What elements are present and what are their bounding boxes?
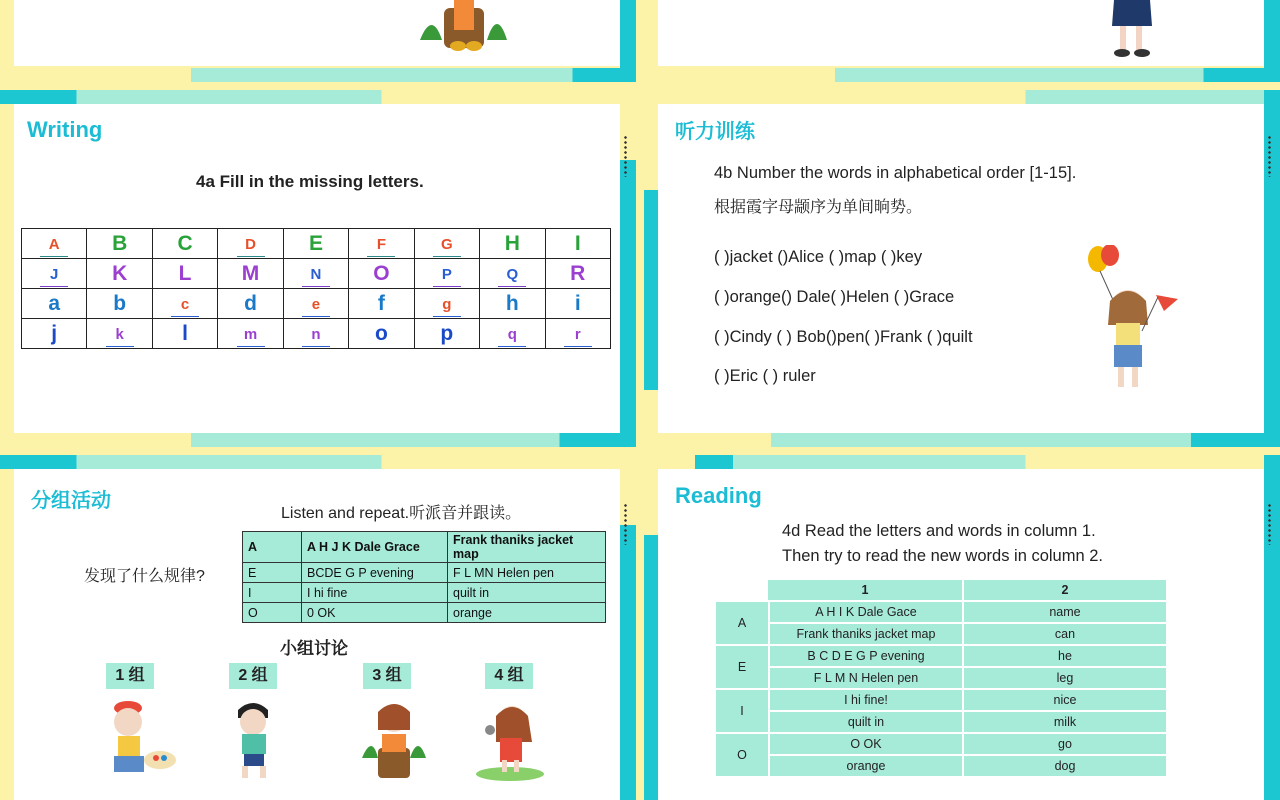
reading-table (716, 578, 1166, 778)
group-4-badge: 4 组 (485, 663, 533, 689)
instruction-2: Then try to read the new words in column 2. (782, 547, 1103, 565)
instruction-zh: 根据霞字母颛序为单间晌势。 (714, 199, 923, 216)
decor-dots (624, 135, 627, 177)
filled-letter: c (171, 296, 199, 317)
column-1-cell: I hi fine! (768, 690, 962, 710)
letter: d (244, 291, 257, 315)
column-1-cell: B C D E G P evening (768, 646, 962, 666)
table-row (716, 668, 1166, 688)
subtitle: Listen and repeat.听派音并跟读。 (281, 505, 522, 522)
page-title: Reading (675, 483, 762, 508)
column-1-cell: quilt in (768, 712, 962, 732)
letter-group-table (242, 531, 606, 623)
discussion-heading: 小组讨论 (280, 639, 348, 658)
filled-letter: e (302, 296, 330, 317)
column-1-cell: Frank thaniks jacket map (768, 624, 962, 644)
filled-letter: k (106, 326, 134, 347)
letter-cell (87, 259, 152, 289)
letter-cell (545, 259, 611, 289)
column-1-cell: O OK (768, 734, 962, 754)
letter-cell (283, 289, 348, 319)
decor-dots (624, 503, 627, 545)
letter-cell (349, 319, 414, 349)
vowel-cell: I (716, 690, 768, 732)
instruction: 4a Fill in the missing letters. (196, 172, 424, 191)
letter-cell (414, 319, 479, 349)
letter: o (374, 321, 388, 345)
letter-cell (349, 289, 414, 319)
table-row (243, 583, 606, 603)
letter-cell (87, 289, 152, 319)
column-2-cell: leg (962, 668, 1166, 688)
slide-writing (0, 90, 636, 447)
letter-cell (152, 229, 217, 259)
filled-letter: P (433, 266, 461, 287)
letter: O (373, 261, 390, 285)
letter-cell (22, 289, 87, 319)
letter-cell (545, 289, 611, 319)
table-row (716, 602, 1166, 622)
letter-cell (283, 259, 348, 289)
painter-kid-illustration (100, 700, 180, 782)
table-row (243, 603, 606, 623)
table-row (716, 756, 1166, 776)
filled-letter: A (40, 236, 68, 257)
grid-row (22, 259, 611, 289)
table-cell: A H J K Dale Grace (302, 532, 448, 563)
letter-cell (480, 229, 545, 259)
page-title: 分组活动 (31, 490, 111, 512)
instruction-1: 4d Read the letters and words in column 1. (782, 522, 1096, 540)
filled-letter: n (302, 326, 330, 347)
decor-dots (1268, 503, 1271, 545)
column-1-cell: F L M N Helen pen (768, 668, 962, 688)
table-cell: quilt in (448, 583, 606, 603)
letter-cell (480, 319, 545, 349)
letter: l (182, 321, 189, 345)
table-cell: O (243, 603, 302, 623)
letter-cell (22, 259, 87, 289)
table-cell: A (243, 532, 302, 563)
table-row (243, 563, 606, 583)
letter: a (48, 291, 61, 315)
filled-letter: N (302, 266, 330, 287)
column-2-cell: dog (962, 756, 1166, 776)
column-2-cell: nice (962, 690, 1166, 710)
letter-cell (22, 229, 87, 259)
letter-cell (283, 319, 348, 349)
word-line-3: ( )Cindy ( ) Bob()pen( )Frank ( )quilt (714, 328, 973, 346)
letter: B (112, 231, 128, 255)
filled-letter: F (367, 236, 395, 257)
running-boy-illustration (228, 700, 283, 782)
word-line-2: ( )orange() Dale( )Helen ( )Grace (714, 288, 955, 306)
filled-letter: r (564, 326, 592, 347)
table-row (716, 734, 1166, 754)
page-title: Writing (27, 117, 103, 142)
page-title: 听力训练 (675, 121, 755, 143)
column-2-cell: name (962, 602, 1166, 622)
column-2-cell: go (962, 734, 1166, 754)
group-1-badge: 1 组 (106, 663, 154, 689)
slide-top-left (0, 0, 636, 82)
letter: E (308, 231, 323, 255)
header-blank (716, 580, 768, 600)
letter-cell (414, 289, 479, 319)
column-1-cell: A H I K Dale Gace (768, 602, 962, 622)
table-row (716, 646, 1166, 666)
letter: C (177, 231, 193, 255)
filled-letter: D (237, 236, 265, 257)
table-row (716, 712, 1166, 732)
girl-with-balloons-illustration (1086, 245, 1186, 400)
instruction-en: 4b Number the words in alphabetical order [1-15]. (714, 164, 1077, 182)
letter: b (113, 291, 127, 315)
letter-cell (545, 229, 611, 259)
grid-row (22, 289, 611, 319)
filled-letter: g (433, 296, 461, 317)
filled-letter: Q (498, 266, 526, 287)
table-cell: F L MN Helen pen (448, 563, 606, 583)
letter: R (570, 261, 586, 285)
letter-cell (218, 319, 283, 349)
slide-reading (644, 455, 1280, 800)
slide-top-right (644, 0, 1280, 82)
slide-listening (644, 90, 1280, 447)
column-1-cell: orange (768, 756, 962, 776)
letters-grid (21, 228, 611, 349)
letter-cell (152, 289, 217, 319)
table-cell: I hi fine (302, 583, 448, 603)
group-3-badge: 3 组 (363, 663, 411, 689)
letter-cell (349, 259, 414, 289)
vowel-cell: A (716, 602, 768, 644)
table-cell: 0 OK (302, 603, 448, 623)
letter-cell (480, 289, 545, 319)
letter: h (505, 291, 519, 315)
letter-cell (87, 229, 152, 259)
column-2-cell: he (962, 646, 1166, 666)
grid-row (22, 229, 611, 259)
table-row (243, 532, 606, 563)
table-cell: orange (448, 603, 606, 623)
letter-cell (87, 319, 152, 349)
question: 发现了什么规律? (84, 568, 205, 585)
header-row (716, 580, 1166, 600)
table-row (716, 624, 1166, 644)
table-cell: I (243, 583, 302, 603)
filled-letter: G (433, 236, 461, 257)
group-2-badge: 2 组 (229, 663, 277, 689)
word-line-4: ( )Eric ( ) ruler (714, 367, 816, 385)
filled-letter: q (498, 326, 526, 347)
letter-cell (218, 229, 283, 259)
vowel-cell: E (716, 646, 768, 688)
table-row (716, 690, 1166, 710)
letter-cell (349, 229, 414, 259)
slide-group (0, 455, 636, 800)
filled-letter: J (40, 266, 68, 287)
column-2-cell: can (962, 624, 1166, 644)
singing-girl-illustration (470, 698, 550, 782)
table-cell: Frank thaniks jacket map (448, 532, 606, 563)
letter-cell (152, 259, 217, 289)
letter-cell (414, 259, 479, 289)
decor-dots (1268, 135, 1271, 177)
letter: M (241, 261, 260, 285)
letter-cell (152, 319, 217, 349)
letter: L (178, 261, 192, 285)
letter-cell (218, 289, 283, 319)
table-cell: BCDE G P evening (302, 563, 448, 583)
reading-girl-illustration (358, 698, 430, 782)
letter: f (377, 291, 385, 315)
letter: j (51, 321, 58, 345)
letter: i (574, 291, 581, 315)
vowel-cell: O (716, 734, 768, 776)
column-2-cell: milk (962, 712, 1166, 732)
filled-letter: m (237, 326, 265, 347)
letter: I (574, 231, 581, 255)
letter-cell (414, 229, 479, 259)
kid-on-stump-illustration (412, 0, 512, 60)
column-header: 2 (962, 580, 1166, 600)
letter-cell (22, 319, 87, 349)
word-line-1: ( )jacket ()Alice ( )map ( )key (714, 248, 923, 266)
letter-cell (218, 259, 283, 289)
letter-cell (283, 229, 348, 259)
letter: H (504, 231, 520, 255)
grid-row (22, 319, 611, 349)
letter-cell (480, 259, 545, 289)
letter: K (112, 261, 128, 285)
column-header: 1 (768, 580, 962, 600)
letter: p (440, 321, 454, 345)
girl-legs-illustration (1102, 0, 1162, 62)
table-cell: E (243, 563, 302, 583)
letter-cell (545, 319, 611, 349)
